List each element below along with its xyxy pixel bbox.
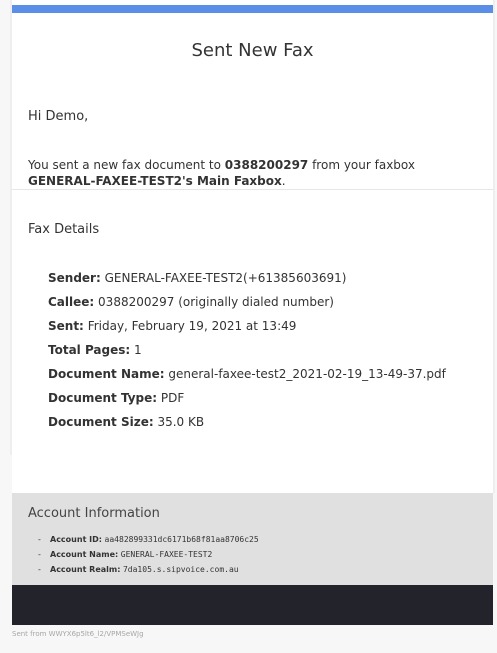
account-value: GENERAL-FAXEE-TEST2: [120, 550, 213, 559]
detail-sender: [48, 270, 488, 294]
detail-value: 35.0 KB: [157, 415, 205, 429]
detail-value: Friday, February 19, 2021 at 13:49: [87, 319, 297, 333]
greeting: Hi Demo,: [28, 109, 89, 124]
account-realm-row: - Account Realm: 7da105.s.sipvoice.com.au: [38, 565, 239, 574]
detail-label: Document Type:: [48, 391, 158, 405]
detail-label: Sender:: [48, 271, 101, 285]
email-title: Sent New Fax: [191, 40, 314, 61]
email-footer: [12, 585, 493, 625]
account-label: Account Name:: [50, 550, 119, 559]
account-value: aa482899331dc6171b68f81aa8706c25: [104, 535, 259, 544]
card-shadow-right: [493, 0, 495, 493]
divider: [12, 189, 493, 190]
detail-label: Document Size:: [48, 415, 154, 429]
account-list: [38, 532, 259, 577]
detail-sent: [48, 318, 488, 342]
destination-number: 0388200297: [224, 158, 309, 172]
account-value: 7da105.s.sipvoice.com.au: [122, 565, 239, 574]
detail-value: PDF: [160, 391, 185, 405]
detail-callee: [48, 294, 488, 318]
account-label: Account Realm:: [50, 565, 121, 574]
fax-details-title: Fax Details: [28, 222, 100, 237]
account-name-row: - Account Name: GENERAL-FAXEE-TEST2: [38, 550, 213, 559]
email-card: [12, 0, 493, 625]
detail-label: Sent:: [48, 319, 84, 333]
account-label: Account ID:: [50, 535, 102, 544]
detail-label: Callee:: [48, 295, 95, 309]
account-information: [12, 493, 493, 585]
detail-total-pages: [48, 342, 488, 366]
detail-label: Document Name:: [48, 367, 165, 381]
accent-bar: [12, 5, 493, 13]
sent-from-text: Sent from WWYX6p5lt6_l2/VPMSeWJg: [12, 630, 144, 638]
detail-value: general-faxee-test2_2021-02-19_13-49-37.pdf: [168, 367, 446, 381]
detail-value: 0388200297 (originally dialed number): [98, 295, 334, 309]
detail-document-type: [48, 390, 488, 414]
intro-prefix: You sent a new fax document to: [28, 158, 225, 172]
detail-document-size: [48, 414, 488, 438]
detail-value: GENERAL-FAXEE-TEST2(+61385603691): [104, 271, 347, 285]
detail-label: Total Pages:: [48, 343, 131, 357]
intro-text: [28, 157, 468, 189]
intro-suffix: .: [281, 174, 286, 188]
account-title: Account Information: [28, 506, 160, 521]
detail-document-name: [48, 366, 488, 390]
intro-middle: from your faxbox: [308, 158, 415, 172]
detail-value: 1: [134, 343, 142, 357]
faxbox-name: GENERAL-FAXEE-TEST2's Main Faxbox: [28, 174, 282, 188]
fax-details-list: [48, 270, 488, 438]
account-id-row: - Account ID: aa482899331dc6171b68f81aa8706c25: [38, 535, 259, 544]
